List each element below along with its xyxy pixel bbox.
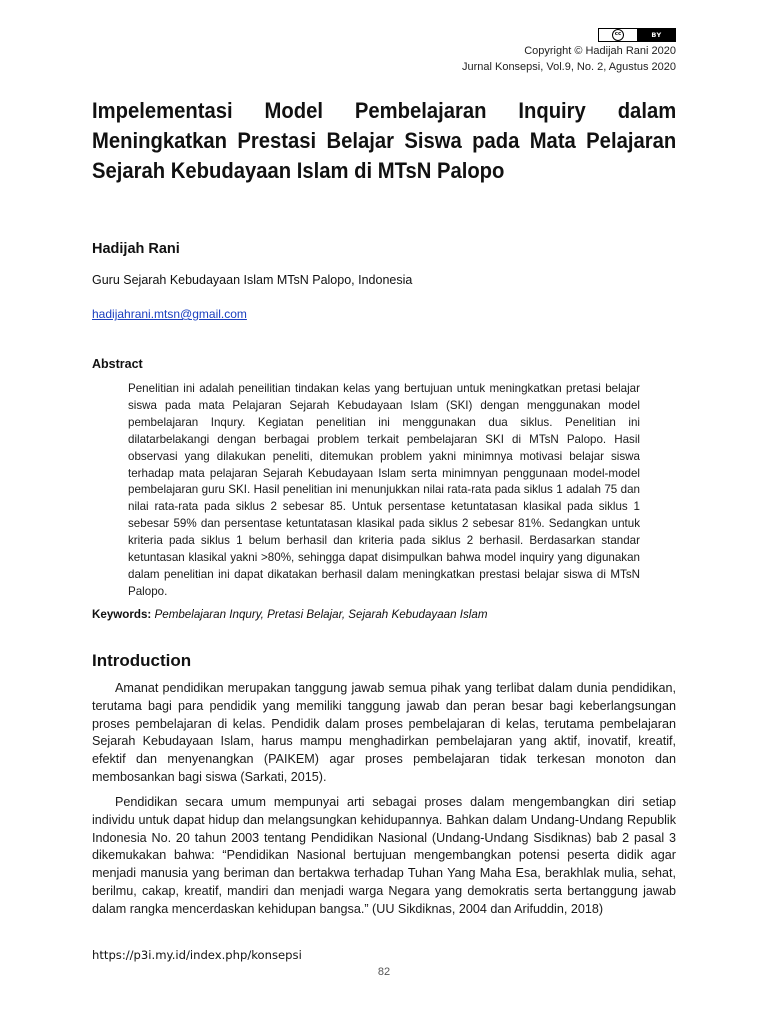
by-label: BY <box>638 29 675 41</box>
copyright-line: Copyright © Hadijah Rani 2020 <box>524 45 676 57</box>
journal-info: Jurnal Konsepsi, Vol.9, No. 2, Agustus 2020 <box>461 61 676 73</box>
journal-url-link[interactable]: https://p3i.my.id/index.php/konsepsi <box>92 948 302 962</box>
cc-logo-text: cc <box>612 29 624 41</box>
author-email-link[interactable]: hadijahrani.mtsn@gmail.com <box>92 307 247 321</box>
keywords-label: Keywords: <box>92 608 152 621</box>
intro-paragraph-1: Amanat pendidikan merupakan tanggung jawab semua pihak yang terlibat dalam dunia pendidikan, terutama bagi para pendidik yang memiliki tanggung jawab dan peran besar bagi keberlangsungan proses pembelajaran di kelas. Pendidik dalam proses pembelajaran di kelas, terutama pembelajaran Sejarah Kebudayaan Islam, harus mampu menghadirkan pembelajaran yang aktif, inovatif, kreatif, efektif dan menyenangkan (PAIKEM) agar proses pembelajaran tidak terkesan monoton dan membosankan bagi siswa (Sarkati, 2015). <box>92 681 676 784</box>
author-affiliation: Guru Sejarah Kebudayaan Islam MTsN Palopo, Indonesia <box>92 273 413 287</box>
creative-commons-icon <box>599 29 638 41</box>
author-name: Hadijah Rani <box>92 241 180 257</box>
cc-by-license-badge[interactable] <box>598 28 676 42</box>
keywords <box>92 608 488 621</box>
page-number: 82 <box>377 966 391 978</box>
paper-title: Impelementasi Model Pembelajaran Inquiry dalam Meningkatkan Prestasi Belajar Siswa pada Mata Pelajaran Sejarah Kebudayaan Islam di MTsN Palopo <box>92 98 677 183</box>
abstract-body: Penelitian ini adalah peneilitian tindakan kelas yang bertujuan untuk meningkatkan pretasi belajar siswa pada mata Pelajaran Sejarah Kebudayaan Islam (SKI) dengan menggunakan model pembelajaran Inqury. Kegiatan penelitian ini menggunakan dua siklus. Penelitian ini dilatarbelakangi dengan berbagai problem terkait pembelajaran SKI di MTsN Palopo. Hasil observasi yang dilakukan peneliti, ditemukan problem yakni minimnya motivasi belajar siswa terhadap mata pelajaran Sejarah Kebudayaan Islam serta minimnyan penggunaan model-model pembelajaran guru SKI. Hasil penelitian ini menunjukkan nilai rata-rata pada siklus 1 adalah 75 dan nilai rata-rata pada siklus 2 sebesar 85. Untuk persentase ketuntatasan klasikal pada siklus 1 sebesar 59% dan persentase ketuntatasan klasikal pada siklus 2 sebesar 81%. Sedangkan untuk kriteria pada siklus 1 belum berhasil dan kriteria pada siklus 2 berhasil. Berdasarkan standar ketuntasan klasikal yakni >80%, sehingga dapat disimpulkan bahwa model inquiry yang digunakan dalam penelitian ini dapat dikatakan berhasil dalam meningkatkan prestasi belajar siswa di MTsN Palopo. <box>128 382 640 598</box>
intro-paragraph-2: Pendidikan secara umum mempunyai arti sebagai proses dalam mengembangkan diri setiap individu untuk dapat hidup dan melangsungkan kehidupannya. Bahkan dalam Undang-Undang Republik Indonesia No. 20 tahun 2003 tentang Pendidikan Nasional (Undang-Undang Sisdiknas) bab 2 pasal 3 dikemukakan bahwa: “Pendidikan Nasional bertujuan mengembangkan potensi peserta didik agar menjadi manusia yang beriman dan bertakwa terhadap Tuhan Yang Maha Esa, berakhlak mulia, sehat, berilmu, cakap, kreatif, mandiri dan menjadi warga Negara yang demokratis serta bertanggung jawab dalam rangka mencerdaskan kehidupan bangsa.” (UU Sikdiknas, 2004 dan Arifuddin, 2018) <box>92 795 676 916</box>
keywords-text: Pembelajaran Inqury, Pretasi Belajar, Sejarah Kebudayaan Islam <box>154 608 488 621</box>
abstract-heading: Abstract <box>92 357 143 371</box>
introduction-heading: Introduction <box>92 651 192 670</box>
